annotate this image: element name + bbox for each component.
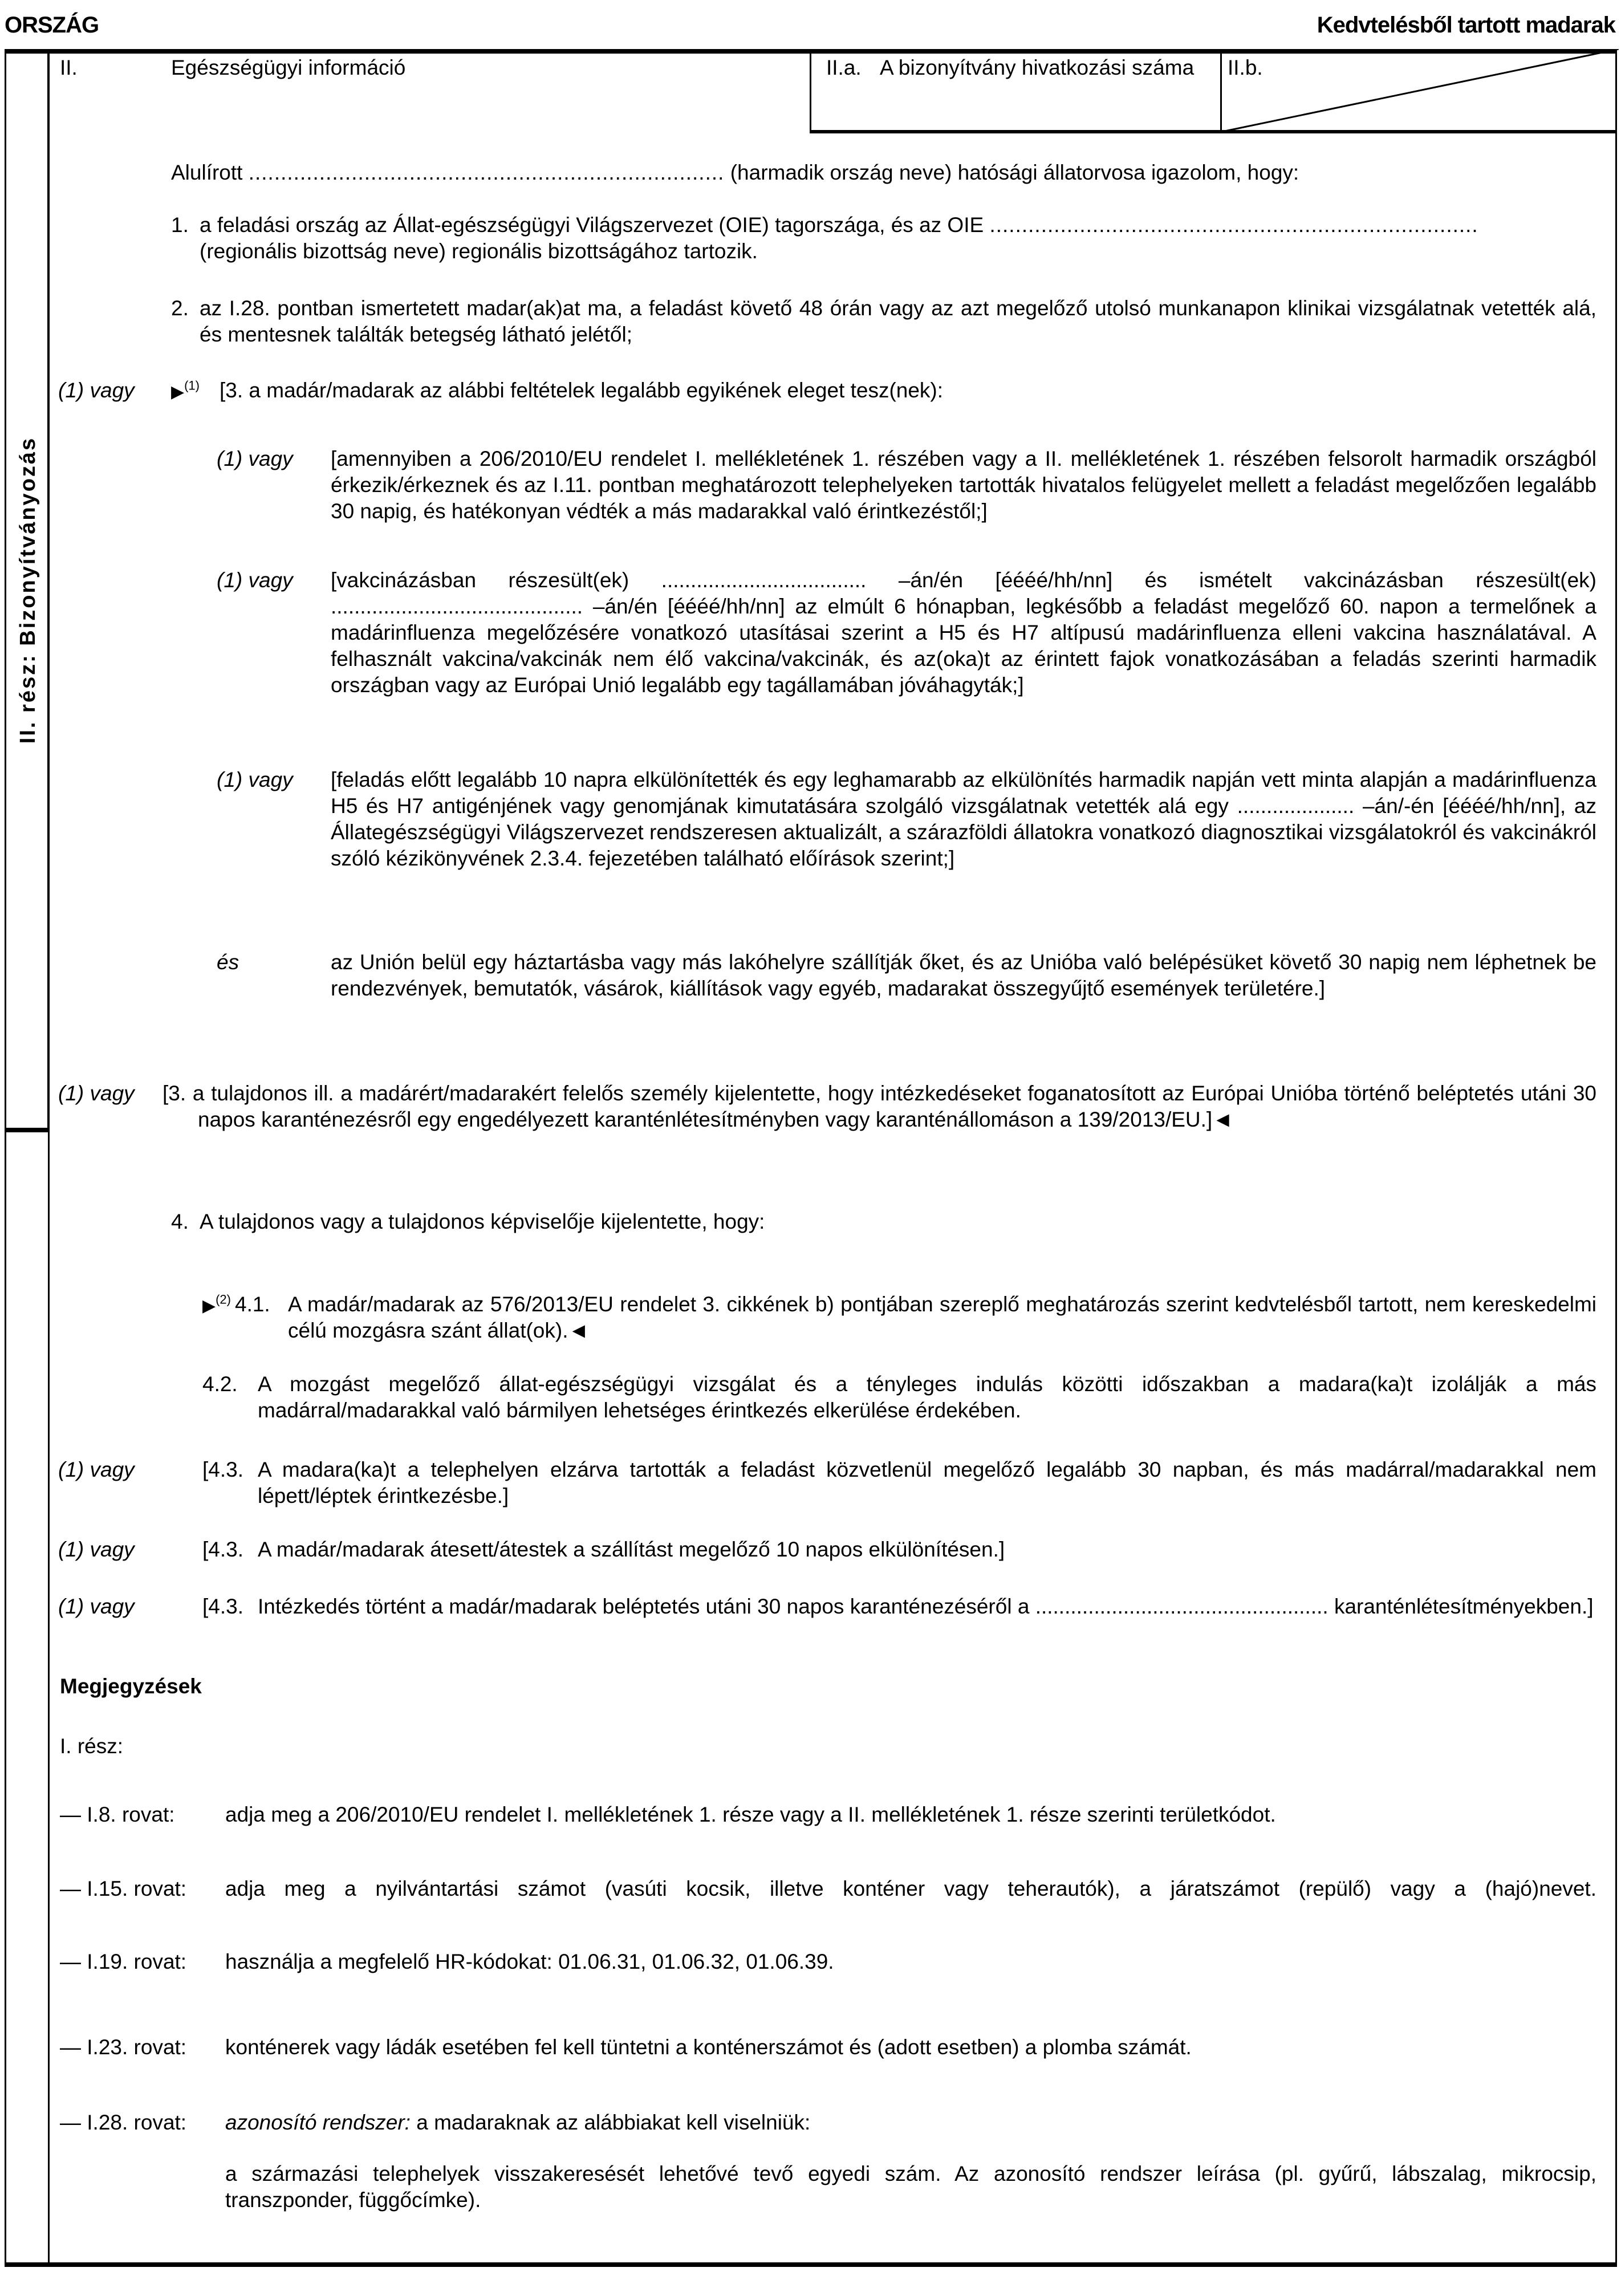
note-label-i8: — I.8. rovat: bbox=[60, 1803, 175, 1826]
item-4-1-number: 4.1. bbox=[235, 1293, 270, 1316]
section-number: II. bbox=[60, 56, 78, 79]
item-4-3c-marker: (1) vagy bbox=[58, 1595, 135, 1618]
item-4-number: 4. bbox=[171, 1210, 189, 1233]
item-4-3c-number: [4.3. bbox=[202, 1595, 243, 1618]
note-text-i15: adja meg a nyilvántartási számot (vasúti kocsik, illetve konténer vagy teherautók), a járatszámot (repülő) vagy a (hajó)nevet. bbox=[225, 1877, 1596, 1900]
item-4-3b-number: [4.3. bbox=[202, 1538, 243, 1561]
country-name-field[interactable]: .......................................................................... bbox=[248, 161, 725, 184]
item-3-marker: (1) vagy bbox=[58, 379, 135, 402]
sub-1-text: [amennyiben a 206/2010/EU rendelet I. mellékletének 1. részében vagy a II. mellékletének 1. részében felsorolt harmadik országból érkezik/érkeznek és az I.11. pontban meghatározott telephelyeken tartották hivatalos felügyelet mellett a feladást megelőzően legalább 30 napig, és hatékonyan védték a más madarakkal való érintkezéstől;] bbox=[331, 447, 1596, 523]
item-2-number: 2. bbox=[171, 296, 189, 320]
side-label: II. rész: Bizonyítványozás bbox=[16, 436, 40, 744]
note-label-i23: — I.23. rovat: bbox=[60, 2035, 187, 2059]
box-a-text: A bizonyítvány hivatkozási száma bbox=[880, 56, 1195, 79]
item-4-3b-marker: (1) vagy bbox=[58, 1538, 135, 1561]
item-1-text: a feladási ország az Állat-egészségügyi Világszervezet (OIE) tagországa, és az OIE ............................................................................ (regionális bizottság neve) regionális bizottságához tartozik. bbox=[200, 213, 1478, 263]
section-title: Egészségügyi információ bbox=[171, 56, 406, 79]
box-b-label: II.b. bbox=[1228, 56, 1263, 79]
item-3-text: [3. a madár/madarak az alábbi feltételek legalább egyikének eleget tesz(nek): bbox=[220, 379, 944, 402]
item-1-number: 1. bbox=[171, 213, 189, 237]
notes-part-label: I. rész: bbox=[60, 1734, 124, 1758]
amendment-arrow-2-icon: ▶$^{(2)}$ bbox=[202, 1292, 231, 1315]
item-4-3a-text: A madara(ka)t a telephelyen elzárva tartották a feladást közvetlenül megelőző legalább 30 napban, és más madárral/madarakkal nem lépett/léptek érintkezésbe.] bbox=[258, 1458, 1596, 1507]
country-header: ORSZÁG bbox=[5, 13, 99, 38]
amendment-arrow-icon: ▶$^{(1)}$ bbox=[171, 378, 200, 401]
item-2-text: az I.28. pontban ismertetett madar(ak)at ma, a feladást követő 48 órán vagy az azt megelőző utolsó munkanapon klinikai vizsgálatnak vetették alá, és mentesnek találták betegség látható jelétől; bbox=[200, 296, 1596, 346]
sub-3-text: [feladás előtt legalább 10 napra elkülönítették és egy leghamarabb az elkülönítés harmadik napján vett minta alapján a madárinfluenza H5 és H7 antigénjének vagy genomjának kimutatására szolgáló vizsgálatnak vetették alá egy .................... –án/-én [éééé/hh/nn], az Állategészségügyi Világszervezet rendszeresen aktualizált, a szárazföldi állatokra vonatkozó diagnosztikai vizsgálatokról és vakcinákról szóló kézikönyvének 2.3.4. fejezetében található előírások szerint;] bbox=[331, 768, 1596, 870]
sub-2-marker: (1) vagy bbox=[217, 568, 293, 592]
sub-2-text: [vakcinázásban részesült(ek) ................................... –án/én [éééé/hh/nn] és ismételt vakcinázásban részesült(ek) ........................................... –án/én [éééé/hh/nn] az elmúlt 6 hónapban, legkésőbb a feladást megelőző 60. napon a termelőnek a madárinfluenza megelőzésére vonatkozó utasításai szerint a H5 és H7 altípusú madárinfluenza elleni vakcina használatával. A felhasznált vakcina/vakcinák nem élő vakcina/vakcinák, és az(oka)t az érintett fajok vonatkozásában a feladás szerinti harmadik országban vagy az Európai Unió legalább egy tagállamában jóváhagyták;] bbox=[331, 568, 1596, 697]
certificate-reference-box bbox=[810, 49, 1221, 133]
box-b bbox=[1220, 49, 1617, 133]
note-text-i28: azonosító rendszer: a madaraknak az alábbiakat kell viselniük: bbox=[225, 2111, 811, 2134]
note-text-i28-detail: a származási telephelyek visszakeresését lehetővé tevő egyedi szám. Az azonosító rendszer leírása (pl. gyűrű, lábszalag, mikrocsip, transzponder, függőcímke). bbox=[225, 2162, 1596, 2212]
intro-line: Alulírott .......................................................................... (harmadik ország neve) hatósági állatorvosa igazolom, hogy: bbox=[171, 161, 1299, 184]
item-4-3c-text: Intézkedés történt a madár/madarak beléptetés utáni 30 napos karanténezéséről a .................................................. karanténlétesítményekben.] bbox=[258, 1595, 1594, 1618]
note-label-i19: — I.19. rovat: bbox=[60, 1950, 187, 1973]
box-a-label: II.a. bbox=[826, 56, 862, 79]
note-label-i28: — I.28. rovat: bbox=[60, 2111, 187, 2134]
regional-commission-field[interactable]: ............................................................................ bbox=[989, 213, 1478, 237]
note-text-i19: használja a megfelelő HR-kódokat: 01.06.31, 01.06.32, 01.06.39. bbox=[225, 1950, 834, 1973]
note-text-i23: konténerek vagy ládák esetében fel kell tüntetni a konténerszámot és (adott esetben) a plomba számát. bbox=[225, 2035, 1192, 2059]
item-3b-marker: (1) vagy bbox=[58, 1082, 135, 1105]
sub-4-marker: és bbox=[217, 950, 239, 974]
item-4-1-text: A madár/madarak az 576/2013/EU rendelet 3. cikkének b) pontjában szereplő meghatározás szerint kedvtelésből tartott, nem kereskedelmi célú mozgásra szánt állat(ok).◄ bbox=[288, 1293, 1596, 1342]
item-4-text: A tulajdonos vagy a tulajdonos képviselője kijelentette, hogy: bbox=[200, 1210, 765, 1233]
sub-3-marker: (1) vagy bbox=[217, 768, 293, 791]
sub-4-text: az Unión belül egy háztartásba vagy más lakóhelyre szállítják őket, és az Unióba való belépésüket követő 30 napig nem léphetnek be rendezvények, bemutatók, vásárok, kiállítások vagy egyéb, madarakat összegyűjtő események területére.] bbox=[331, 950, 1596, 1000]
document-title: Kedvtelésből tartott madarak bbox=[1317, 13, 1615, 38]
note-text-i8: adja meg a 206/2010/EU rendelet I. mellékletének 1. része vagy a II. mellékletének 1. része szerinti területkódot. bbox=[225, 1803, 1276, 1826]
item-4-3a-number: [4.3. bbox=[202, 1458, 243, 1481]
item-4-3a-marker: (1) vagy bbox=[58, 1458, 135, 1481]
sub-1-marker: (1) vagy bbox=[217, 447, 293, 470]
item-4-3b-text: A madár/madarak átesett/átestek a szállítást megelőző 10 napos elkülönítésen.] bbox=[258, 1538, 1005, 1561]
item-3b-text: [3. a tulajdonos ill. a madárért/madarakért felelős személy kijelentette, hogy intézkedéseket foganatosított az Európai Unióba történő beléptetés utáni 30 napos karanténezésről egy engedélyezett karanténlétesítményben vagy karanténállomáson a 139/2013/EU.]◄ bbox=[162, 1082, 1596, 1131]
note-label-i15: — I.15. rovat: bbox=[60, 1877, 187, 1900]
item-4-2-text: A mozgást megelőző állat-egészségügyi vizsgálat és a tényleges indulás közötti időszakban a madara(ka)t izolálják a más madárral/madarakkal való bármilyen lehetséges érintkezés elkerülése érdekében. bbox=[258, 1372, 1596, 1422]
inner-divider bbox=[48, 49, 50, 2267]
item-4-2-number: 4.2. bbox=[202, 1372, 238, 1396]
notes-title: Megjegyzések bbox=[60, 1675, 202, 1698]
strikeout-diagonal bbox=[1222, 49, 1619, 132]
